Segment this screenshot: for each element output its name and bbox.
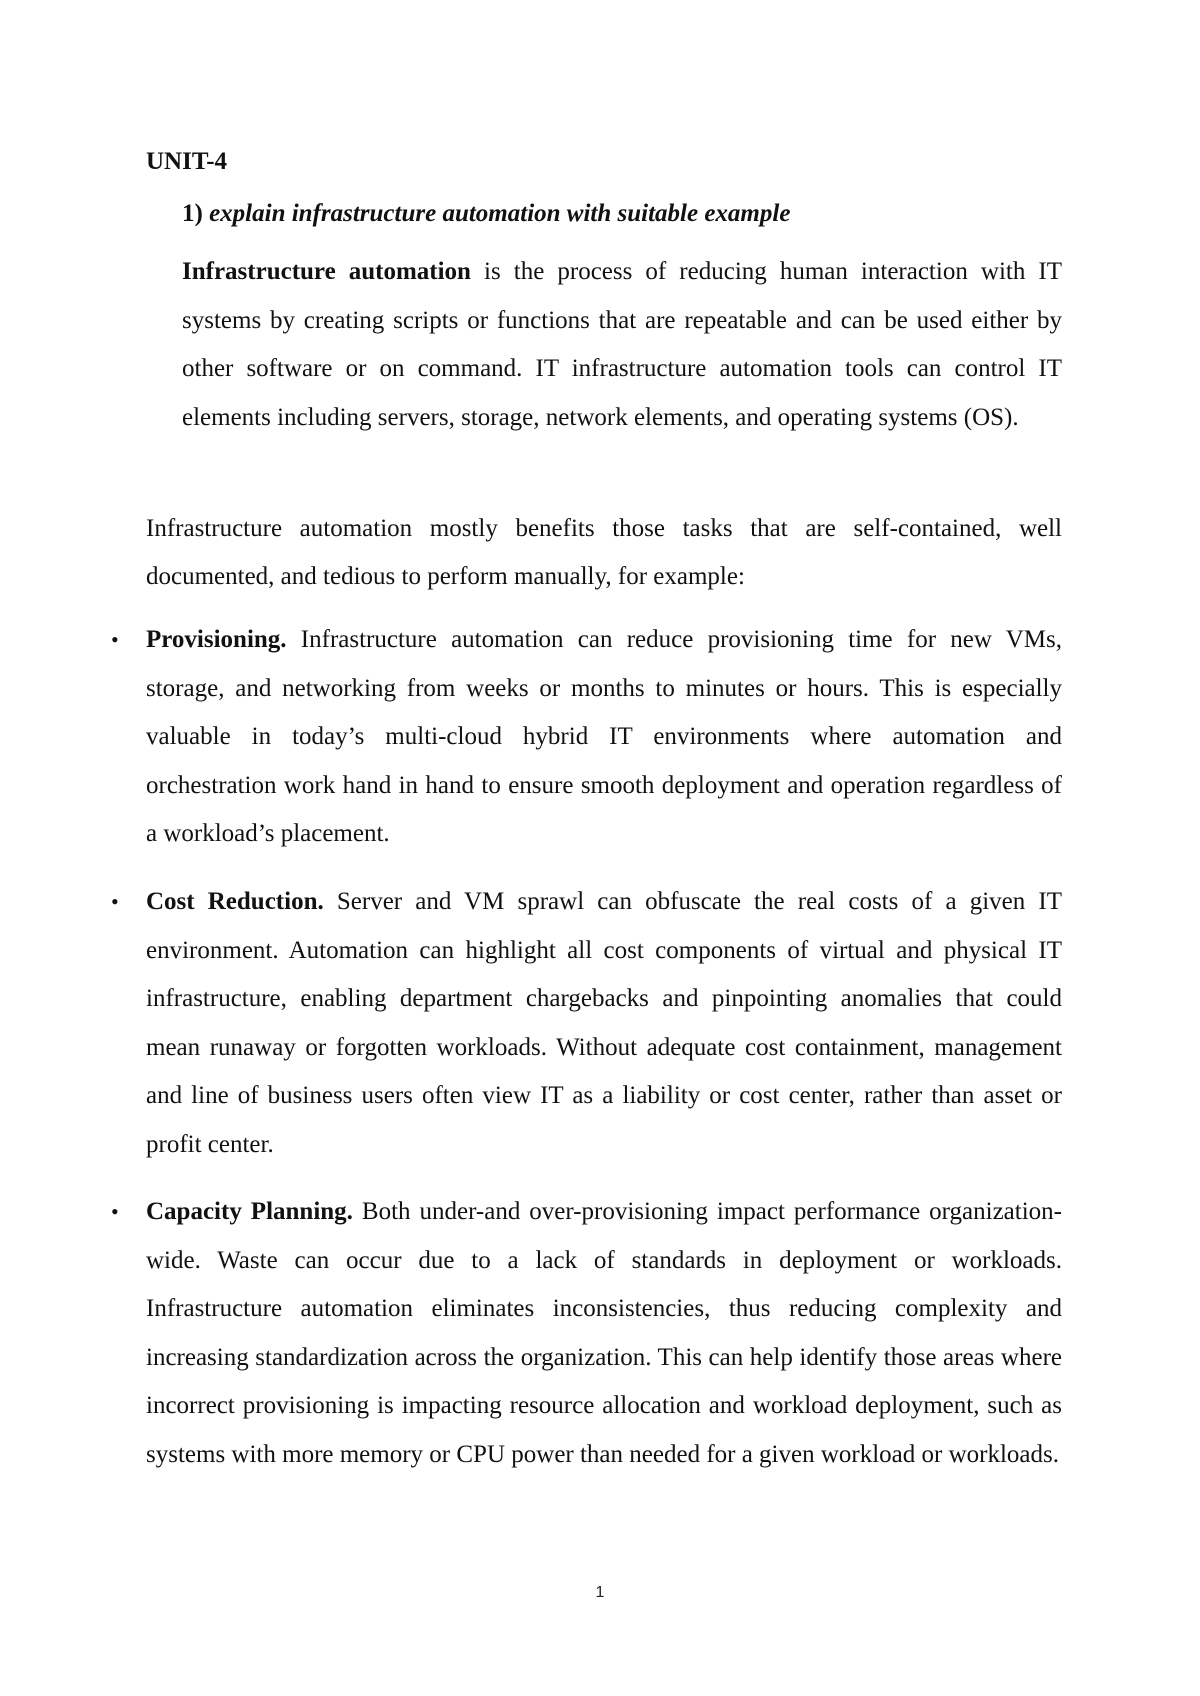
bullet-cost-reduction xyxy=(111,878,1062,1169)
bullet-text: Server and VM sprawl can obfuscate the real costs of a given IT environment. Automation can highlight all cost components of virtual and physical IT infrastructure, enabling department chargebacks and pinpointing anomalies that could mean runaway or forgotten workloads. Without adequate cost containment, management and line of business users often view IT as a liability or cost center, rather than asset or profit center. xyxy=(146,888,1062,1158)
question-heading xyxy=(182,200,790,228)
bullet-icon: • xyxy=(111,889,119,914)
unit-title: UNIT-4 xyxy=(146,148,228,175)
bullet-term: Provisioning. xyxy=(146,626,287,653)
bullet-text: Both under-and over-provisioning impact performance organization-wide. Waste can occur due to a lack of standards in deployment or workloads. Infrastructure automation eliminates inconsistencies, thus reducing complexity and increasing standardization across the organization. This can help identify those areas where incorrect provisioning is impacting resource allocation and workload deployment, such as systems with more memory or CPU power than needed for a given workload or workloads. xyxy=(146,1198,1062,1468)
bullet-capacity-planning xyxy=(111,1188,1062,1479)
bullet-term: Capacity Planning. xyxy=(146,1198,353,1225)
intro-text: is the process of reducing human interaction with IT systems by creating scripts or functions that are repeatable and can be used either by other software or on command. IT infrastructure automation tools can control IT elements including servers, storage, network elements, and operating systems (OS). xyxy=(182,258,1062,431)
bullet-icon: • xyxy=(111,1199,119,1224)
bullet-text: Infrastructure automation can reduce provisioning time for new VMs, storage, and networking from weeks or months to minutes or hours. This is especially valuable in today’s multi-cloud hybrid IT environments where automation and orchestration work hand in hand to ensure smooth deployment and operation regardless of a workload’s placement. xyxy=(146,626,1062,847)
intro-paragraph xyxy=(182,248,1062,442)
lead-paragraph: Infrastructure automation mostly benefits those tasks that are self-contained, well documented, and tedious to perform manually, for example: xyxy=(146,515,1062,590)
intro-term: Infrastructure automation xyxy=(182,258,471,285)
bullet-icon: • xyxy=(111,627,119,652)
question-number: 1) xyxy=(182,200,203,227)
bullet-provisioning xyxy=(111,616,1062,859)
bullet-term: Cost Reduction. xyxy=(146,888,324,915)
page-number: 1 xyxy=(595,1584,605,1601)
question-text: explain infrastructure automation with suitable example xyxy=(209,200,791,227)
